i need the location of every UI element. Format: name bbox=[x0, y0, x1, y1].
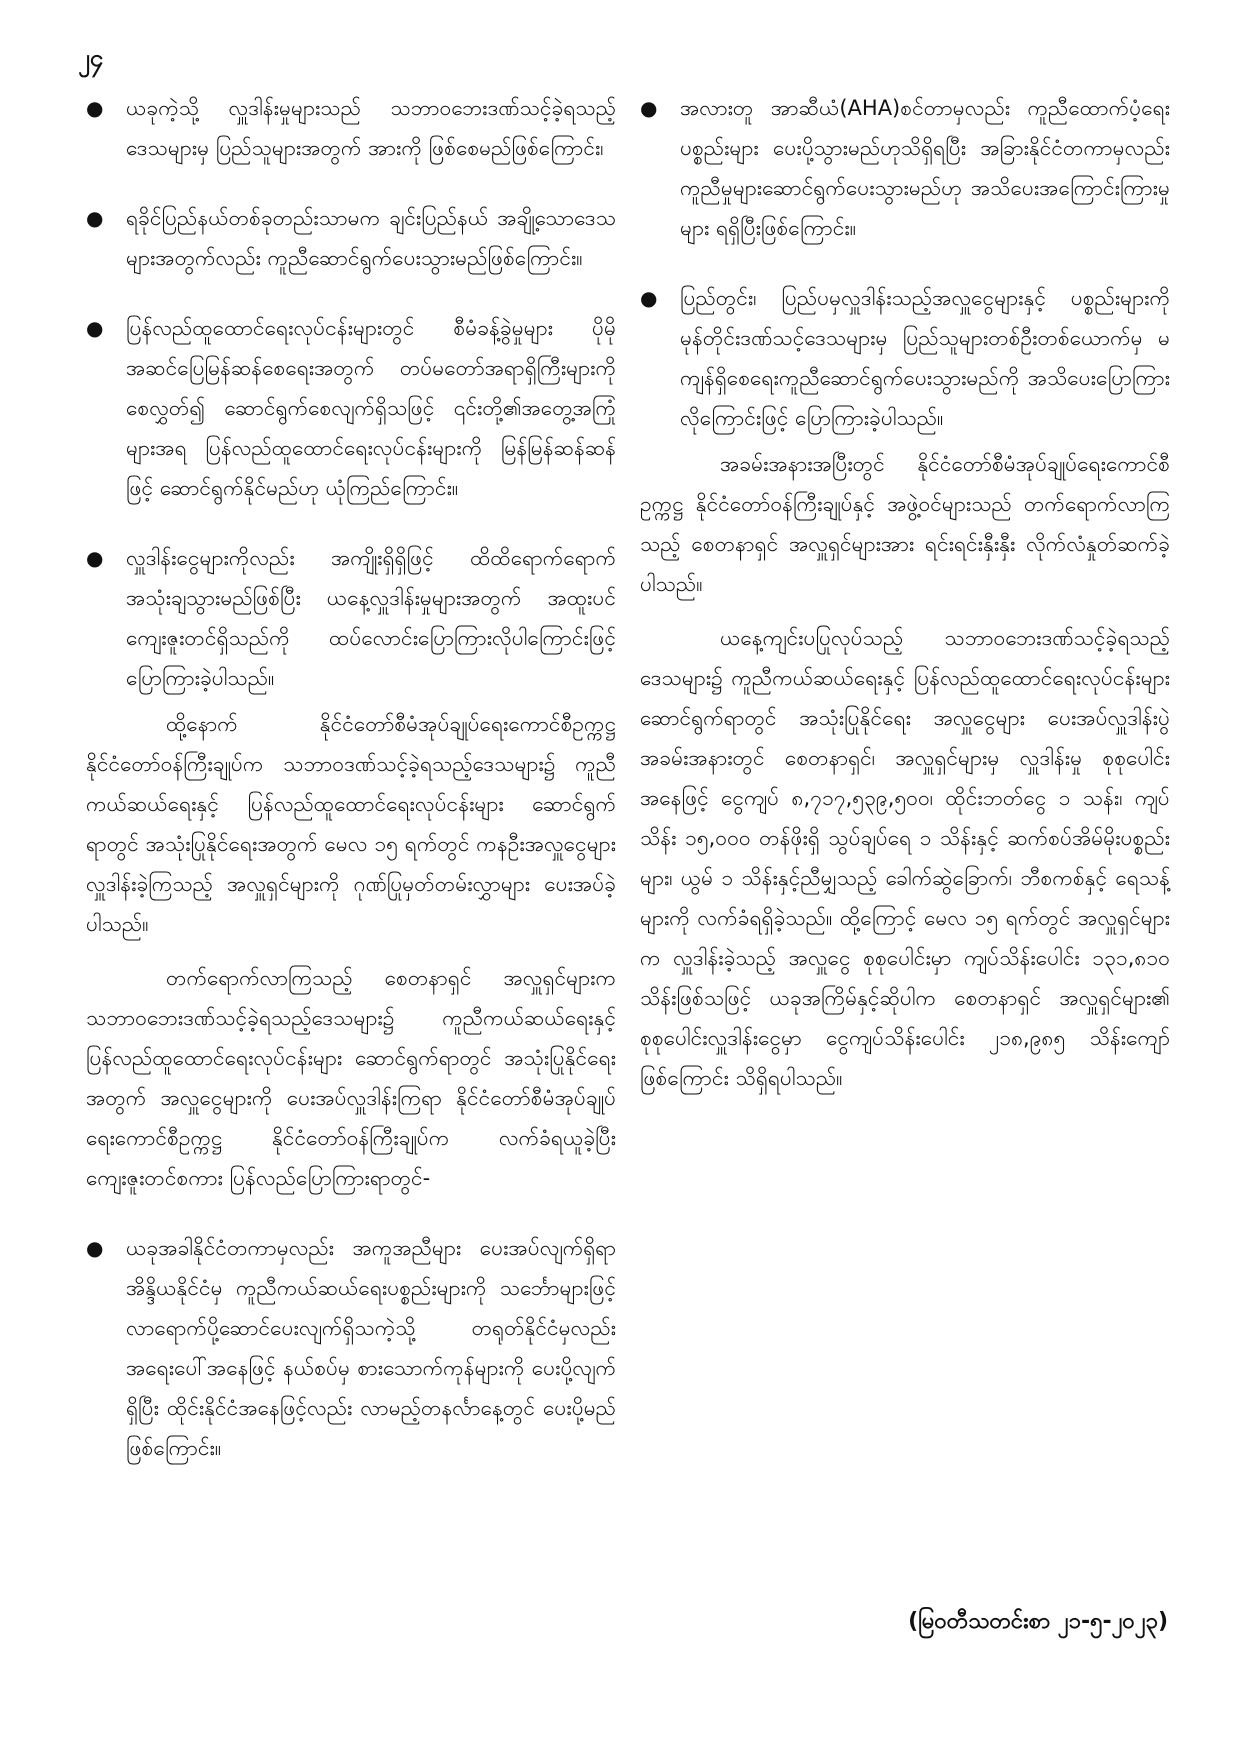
bullet-item: ● ပြန်လည်ထူထောင်ရေးလုပ်ငန်းများတွင် စီမံခန့်ခွဲမှုများ ပိုမိုအဆင်ပြေမြန်ဆန်စေရေးအတွက် တပ်မတော်အရာရှိကြီးများကို စေလွှတ်၍ ဆောင်ရွက်စေလျက်ရှိသဖြင့် ၎င်းတို့၏အတွေ့အကြုံများအရ ပြန်လည်ထူထောင်ရေးလုပ်ငန်းများကို မြန်မြန်ဆန်ဆန်ဖြင့် ဆောင်ရွက်နိုင်မည်ဟု ယုံကြည်ကြောင်း။ bbox=[86, 308, 616, 508]
left-column bbox=[86, 88, 616, 1498]
paragraph: ယနေ့ကျင်းပပြုလုပ်သည့် သဘာဝဘေးဒဏ်သင့်ခဲ့ရသည့်ဒေသများ၌ ကူညီကယ်ဆယ်ရေးနှင့် ပြန်လည်ထူထောင်ရေးလုပ်ငန်းများဆောင်ရွက်ရာတွင် အသုံးပြုနိုင်ရေး အလှူငွေများ ပေးအပ်လှူဒါန်းပွဲအခမ်းအနားတွင် စေတနာရှင်၊ အလှူရှင်များမှ လှူဒါန်းမှု စုစုပေါင်းအနေဖြင့် ငွေကျပ် ၈,၇၁၇,၅၃၉,၅၀၀၊ ထိုင်းဘတ်ငွေ ၁ သန်း၊ ကျပ်သိန်း ၁၅,၀၀၀ တန်ဖိုးရှိ သွပ်ချပ်ရေ ၁ သိန်းနှင့် ဆက်စပ်အိမ်မိုးပစ္စည်းများ၊ ယွမ် ၁ သိန်းနှင့်ညီမျှသည့် ခေါက်ဆွဲခြောက်၊ ဘီစကစ်နှင့် ရေသန့်များကို လက်ခံရရှိခဲ့သည်။ ထို့ကြောင့် မေလ ၁၅ ရက်တွင် အလှူရှင်များက လှူဒါန်းခဲ့သည့် အလှူငွေ စုစုပေါင်းမှာ ကျပ်သိန်းပေါင်း ၁၃၁,၈၁၀ သိန်းဖြစ်သဖြင့် ယခုအကြိမ်နှင့်ဆိုပါက စေတနာရှင် အလှူရှင်များ၏ စုစုပေါင်းလှူဒါန်းငွေမှာ ငွေကျပ်သိန်းပေါင်း ၂၁၈,၉၈၅ သိန်းကျော် ဖြစ်ကြောင်း သိရှိရပါသည်။ bbox=[640, 626, 1170, 1090]
bullet-item: ● အလားတူ အာဆီယံ(AHA)စင်တာမှလည်း ကူညီထောက်ပံ့ရေးပစ္စည်းများ ပေးပို့သွားမည်ဟုသိရှိရပြီး အခြားနိုင်ငံတကာမှလည်း ကူညီမှုများဆောင်ရွက်ပေးသွားမည်ဟု အသိပေးအကြောင်းကြားမှုများ ရရှိပြီးဖြစ်ကြောင်း။ bbox=[640, 88, 1170, 248]
bullet-item: ● ယခုအခါနိုင်ငံတကာမှလည်း အကူအညီများ ပေးအပ်လျက်ရှိရာ အိန္ဒိယနိုင်ငံမှ ကူညီကယ်ဆယ်ရေးပစ္စည်းများကို သင်္ဘောများဖြင့် လာရောက်ပို့ဆောင်ပေးလျက်ရှိသကဲ့သို့ တရုတ်နိုင်ငံမှလည်း အရေးပေါ်အနေဖြင့် နယ်စပ်မှ စားသောက်ကုန်များကို ပေးပို့လျက်ရှိပြီး ထိုင်းနိုင်ငံအနေဖြင့်လည်း လာမည့်တနင်္လာနေ့တွင် ပေးပို့မည်ဖြစ်ကြောင်း။ bbox=[86, 1228, 616, 1468]
bullet-item: ● ရခိုင်ပြည်နယ်တစ်ခုတည်းသာမက ချင်းပြည်နယ် အချို့သောဒေသများအတွက်လည်း ကူညီဆောင်ရွက်ပေးသွားမည်ဖြစ်ကြောင်း။ bbox=[86, 198, 616, 278]
page-number: ၂၄ bbox=[78, 44, 104, 72]
paragraph: တက်ရောက်လာကြသည့် စေတနာရှင် အလှူရှင်များက သဘာဝဘေးဒဏ်သင့်ခဲ့ရသည့်ဒေသများ၌ ကူညီကယ်ဆယ်ရေးနှင့် ပြန်လည်ထူထောင်ရေးလုပ်ငန်းများ ဆောင်ရွက်ရာတွင် အသုံးပြုနိုင်ရေးအတွက် အလှူငွေများကို ပေးအပ်လှူဒါန်းကြရာ နိုင်ငံတော်စီမံအုပ်ချုပ်ရေးကောင်စီဥက္ကဋ္ဌ နိုင်ငံတော်ဝန်ကြီးချုပ်က လက်ခံရယူခဲ့ပြီး ကျေးဇူးတင်စကား ပြန်လည်ပြောကြားရာတွင်- bbox=[86, 966, 616, 1190]
bullet-item: ● ယခုကဲ့သို့ လှူဒါန်းမှုများသည် သဘာဝဘေးဒဏ်သင့်ခဲ့ရသည့် ဒေသများမှ ပြည်သူများအတွက် အားကို ဖြစ်စေမည်ဖြစ်ကြောင်း၊ bbox=[86, 88, 616, 168]
source-citation: (မြဝတီသတင်းစာ ၂၁-၅-၂၀၂၃) bbox=[908, 1609, 1168, 1634]
bullet-item: ● လှူဒါန်းငွေများကိုလည်း အကျိုးရှိရှိဖြင့် ထိထိရောက်ရောက် အသုံးချသွားမည်ဖြစ်ပြီး ယနေ့လှူဒါန်းမှုများအတွက် အထူးပင်ကျေးဇူးတင်ရှိသည်ကို ထပ်လောင်းပြောကြားလိုပါကြောင်းဖြင့် ပြောကြားခဲ့ပါသည်။ bbox=[86, 538, 616, 698]
right-column bbox=[640, 88, 1170, 1112]
paragraph: ထို့နောက် နိုင်ငံတော်စီမံအုပ်ချုပ်ရေးကောင်စီဥက္ကဋ္ဌ နိုင်ငံတော်ဝန်ကြီးချုပ်က သဘာဝဒဏ်သင့်ခဲ့ရသည့်ဒေသများ၌ ကူညီကယ်ဆယ်ရေးနှင့် ပြန်လည်ထူထောင်ရေးလုပ်ငန်းများ ဆောင်ရွက်ရာတွင် အသုံးပြုနိုင်ရေးအတွက် မေလ ၁၅ ရက်တွင် ကနဦးအလှူငွေများ လှူဒါန်းခဲ့ကြသည့် အလှူရှင်များကို ဂုဏ်ပြုမှတ်တမ်းလွှာများ ပေးအပ်ခဲ့ပါသည်။ bbox=[86, 712, 616, 936]
bullet-item: ● ပြည်တွင်း၊ ပြည်ပမှလှူဒါန်းသည့်အလှူငွေများနှင့် ပစ္စည်းများကို မုန်တိုင်းဒဏ်သင့်ဒေသများမှ ပြည်သူများတစ်ဦးတစ်ယောက်မှ မကျန်ရှိစေရေးကူညီဆောင်ရွက်ပေးသွားမည်ကို အသိပေးပြောကြားလိုကြောင်းဖြင့် ပြောကြားခဲ့ပါသည်။ bbox=[640, 278, 1170, 438]
paragraph: အခမ်းအနားအပြီးတွင် နိုင်ငံတော်စီမံအုပ်ချုပ်ရေးကောင်စီဥက္ကဋ္ဌ နိုင်ငံတော်ဝန်ကြီးချုပ်နှင့် အဖွဲ့ဝင်များသည် တက်ရောက်လာကြသည့် စေတနာရှင် အလှူရှင်များအား ရင်းရင်းနှီးနှီး လိုက်လံနှုတ်ဆက်ခဲ့ပါသည်။ bbox=[640, 452, 1170, 596]
